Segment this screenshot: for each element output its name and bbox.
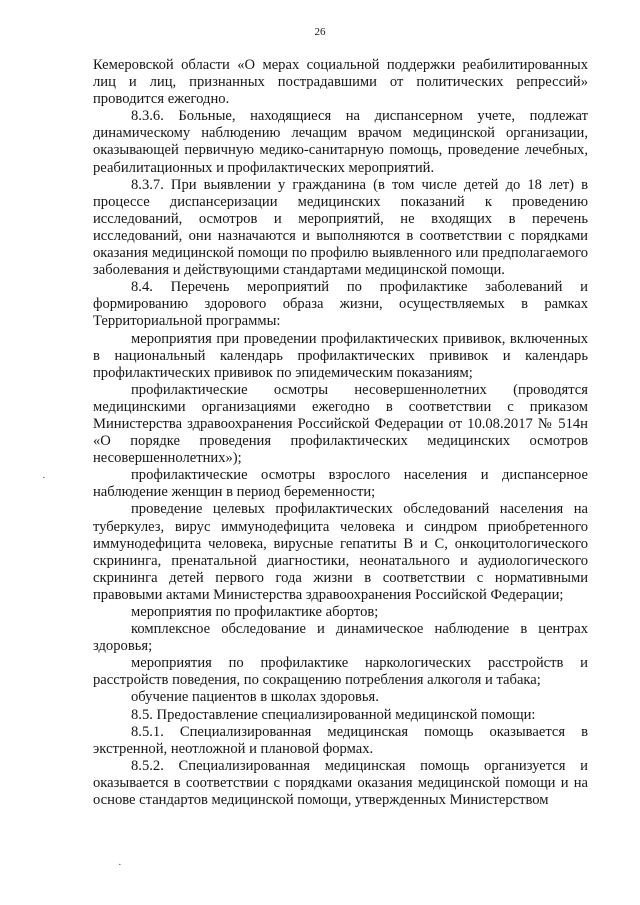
paragraph-8-5-2: 8.5.2. Специализированная медицинская помощь организуется и оказывается в соответствии с порядками оказания медицинской помощи и на основе стандартов медицинской помощи, утвержденных Министерством: [93, 757, 588, 809]
paragraph-8-5: 8.5. Предоставление специализированной медицинской помощи:: [131, 706, 536, 723]
list-item-addiction-prevention: мероприятия по профилактике наркологических расстройств и расстройств поведения, по сокращению потребления алкоголя и табака;: [93, 655, 588, 689]
paragraph-regional-law-end: Кемеровской области «О мерах социальной поддержки реабилитированных лиц и лиц, признанных пострадавшими от политических репрессий» проводится ежегодно.: [93, 57, 588, 108]
list-item-adult-checkups: профилактические осмотры взрослого населения и диспансерное наблюдение женщин в период беременности;: [93, 467, 588, 501]
list-item-targeted-screening: проведение целевых профилактических обследований населения на туберкулез, вирус иммунодефицита человека и синдром приобретенного иммунодефицита человека, вирусные гепатиты B и C, онкоцитологического скрининга, пренатальной диагностики, неонатального и аудиологического скрининга детей первого года жизни в соответствии с нормативными правовыми актами Министерства здравоохранения Российской Федерации;: [93, 501, 588, 603]
scan-speck-mark: ·: [42, 472, 46, 484]
list-item-health-centers: комплексное обследование и динамическое наблюдение в центрах здоровья;: [93, 621, 588, 655]
paragraph-8-4: 8.4. Перечень мероприятий по профилактике заболеваний и формированию здорового образа жизни, осуществляемых в рамках Территориальной программы:: [93, 279, 588, 330]
paragraph-8-3-7: 8.3.7. При выявлении у гражданина (в том числе детей до 18 лет) в процессе диспансеризации медицинских показаний к проведению исследований, осмотров и мероприятий, не входящих в перечень исследований, они назначаются и выполняются в соответствии с порядками оказания медицинской помощи по профилю выявленного или предполагаемого заболевания и действующими стандартами медицинской помощи.: [93, 176, 588, 279]
list-item-health-schools: обучение пациентов в школах здоровья.: [131, 689, 379, 706]
list-item-minors-checkups: профилактические осмотры несовершеннолетних (проводятся медицинскими организациями ежегодно в соответствии с приказом Министерства здравоохранения Российской Федерации от 10.08.2017 № 514н «О порядке проведения профилактических медицинских осмотров несовершеннолетних»);: [93, 381, 588, 467]
list-item-vaccination: мероприятия при проведении профилактических прививок, включенных в национальный календарь профилактических прививок и календарь профилактических прививок по эпидемическим показаниям;: [93, 330, 588, 381]
list-item-abortion-prevention: мероприятия по профилактике абортов;: [131, 604, 379, 620]
scan-speck-mark: ·: [118, 859, 122, 871]
page-number: 26: [314, 26, 326, 38]
body-text: [93, 57, 588, 809]
paragraph-8-5-1: 8.5.1. Специализированная медицинская помощь оказывается в экстренной, неотложной и плановой формах.: [93, 723, 588, 757]
paragraph-8-3-6: 8.3.6. Больные, находящиеся на диспансерном учете, подлежат динамическому наблюдению лечащим врачом медицинской организации, оказывающей первичную медико-санитарную помощь, проведение лечебных, реабилитационных и профилактических мероприятий.: [93, 108, 588, 176]
